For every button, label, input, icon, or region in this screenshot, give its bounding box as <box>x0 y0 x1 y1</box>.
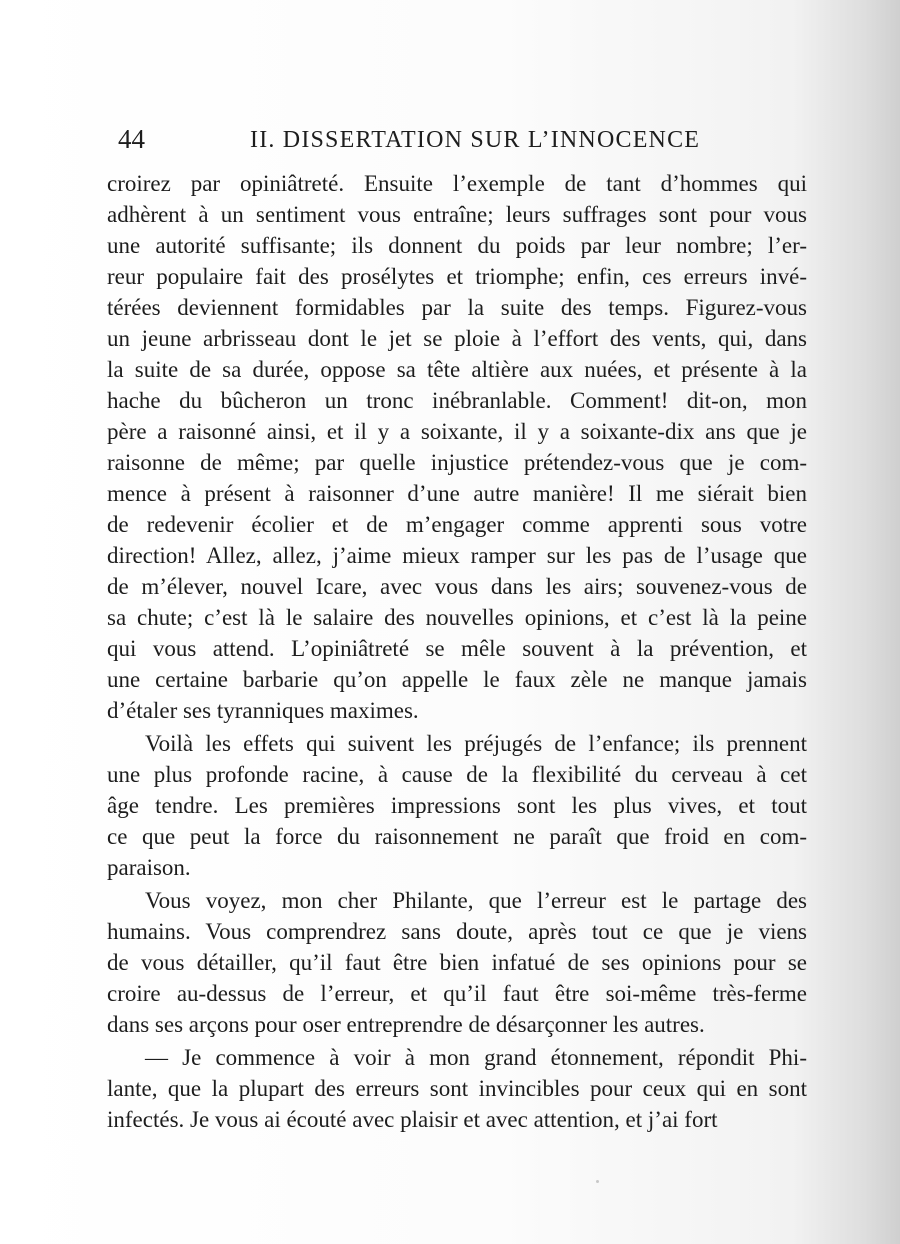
text-line: un jeune arbrisseau dont le jet se ploie à l’effort des vents, qui, dans <box>107 326 807 351</box>
text-line: paraison. <box>107 855 191 880</box>
text-line: croire au-dessus de l’erreur, et qu’il faut être soi-même très-ferme <box>107 981 807 1006</box>
text-line: Vous voyez, mon cher Philante, que l’erreur est le partage des <box>145 888 807 913</box>
text-line: une autorité suffisante; ils donnent du poids par leur nombre; l’er- <box>107 233 807 258</box>
text-line: d’étaler ses tyranniques maximes. <box>107 698 419 723</box>
text-line: infectés. Je vous ai écouté avec plaisir et avec attention, et j’ai fort <box>107 1107 718 1132</box>
page-header <box>118 124 758 160</box>
text-line: mence à présent à raisonner d’une autre manière! Il me siérait bien <box>107 481 807 506</box>
running-title: II. DISSERTATION SUR L’INNOCENCE <box>250 127 701 153</box>
text-line: une certaine barbarie qu’on appelle le faux zèle ne manque jamais <box>107 667 807 692</box>
text-line: reur populaire fait des prosélytes et triomphe; enfin, ces erreurs invé- <box>107 264 807 289</box>
text-line: ce que peut la force du raisonnement ne paraît que froid en com- <box>107 824 807 849</box>
text-line: Voilà les effets qui suivent les préjugés de l’enfance; ils prennent <box>145 731 807 756</box>
text-line: âge tendre. Les premières impressions sont les plus vives, et tout <box>107 793 807 818</box>
paragraph <box>107 168 807 726</box>
text-line: humains. Vous comprendrez sans doute, après tout ce que je viens <box>107 919 807 944</box>
text-line: de vous détailler, qu’il faut être bien infatué de ses opinions pour se <box>107 950 807 975</box>
page-number: 44 <box>118 124 145 154</box>
paragraph <box>107 885 807 1040</box>
text-line: une plus profonde racine, à cause de la flexibilité du cerveau à cet <box>107 762 807 787</box>
text-line: qui vous attend. L’opiniâtreté se mêle souvent à la prévention, et <box>107 636 807 661</box>
text-line: direction! Allez, allez, j’aime mieux ramper sur les pas de l’usage que <box>107 543 807 568</box>
text-line: de redevenir écolier et de m’engager comme apprenti sous votre <box>107 512 807 537</box>
text-line: sa chute; c’est là le salaire des nouvelles opinions, et c’est là la peine <box>107 605 807 630</box>
text-line: père a raisonné ainsi, et il y a soixante, il y a soixante-dix ans que je <box>107 419 807 444</box>
text-line: raisonne de même; par quelle injustice prétendez-vous que je com- <box>107 450 807 475</box>
text-line: térées deviennent formidables par la suite des temps. Figurez-vous <box>107 295 807 320</box>
text-line: dans ses arçons pour oser entreprendre de désarçonner les autres. <box>107 1012 705 1037</box>
text-line: croirez par opiniâtreté. Ensuite l’exemple de tant d’hommes qui <box>107 171 807 196</box>
text-line: la suite de sa durée, oppose sa tête altière aux nuées, et présente à la <box>107 357 807 382</box>
text-line: adhèrent à un sentiment vous entraîne; leurs suffrages sont pour vous <box>107 202 807 227</box>
text-line: — Je commence à voir à mon grand étonnement, répondit Phi- <box>145 1045 807 1070</box>
text-line: lante, que la plupart des erreurs sont invincibles pour ceux qui en sont <box>107 1076 807 1101</box>
paper-speck <box>596 1180 599 1183</box>
text-line: hache du bûcheron un tronc inébranlable. Comment! dit-on, mon <box>107 388 807 413</box>
text-line: de m’élever, nouvel Icare, avec vous dans les airs; souvenez-vous de <box>107 574 807 599</box>
body-text <box>107 168 807 1135</box>
paragraph <box>107 728 807 883</box>
paragraph <box>107 1042 807 1135</box>
